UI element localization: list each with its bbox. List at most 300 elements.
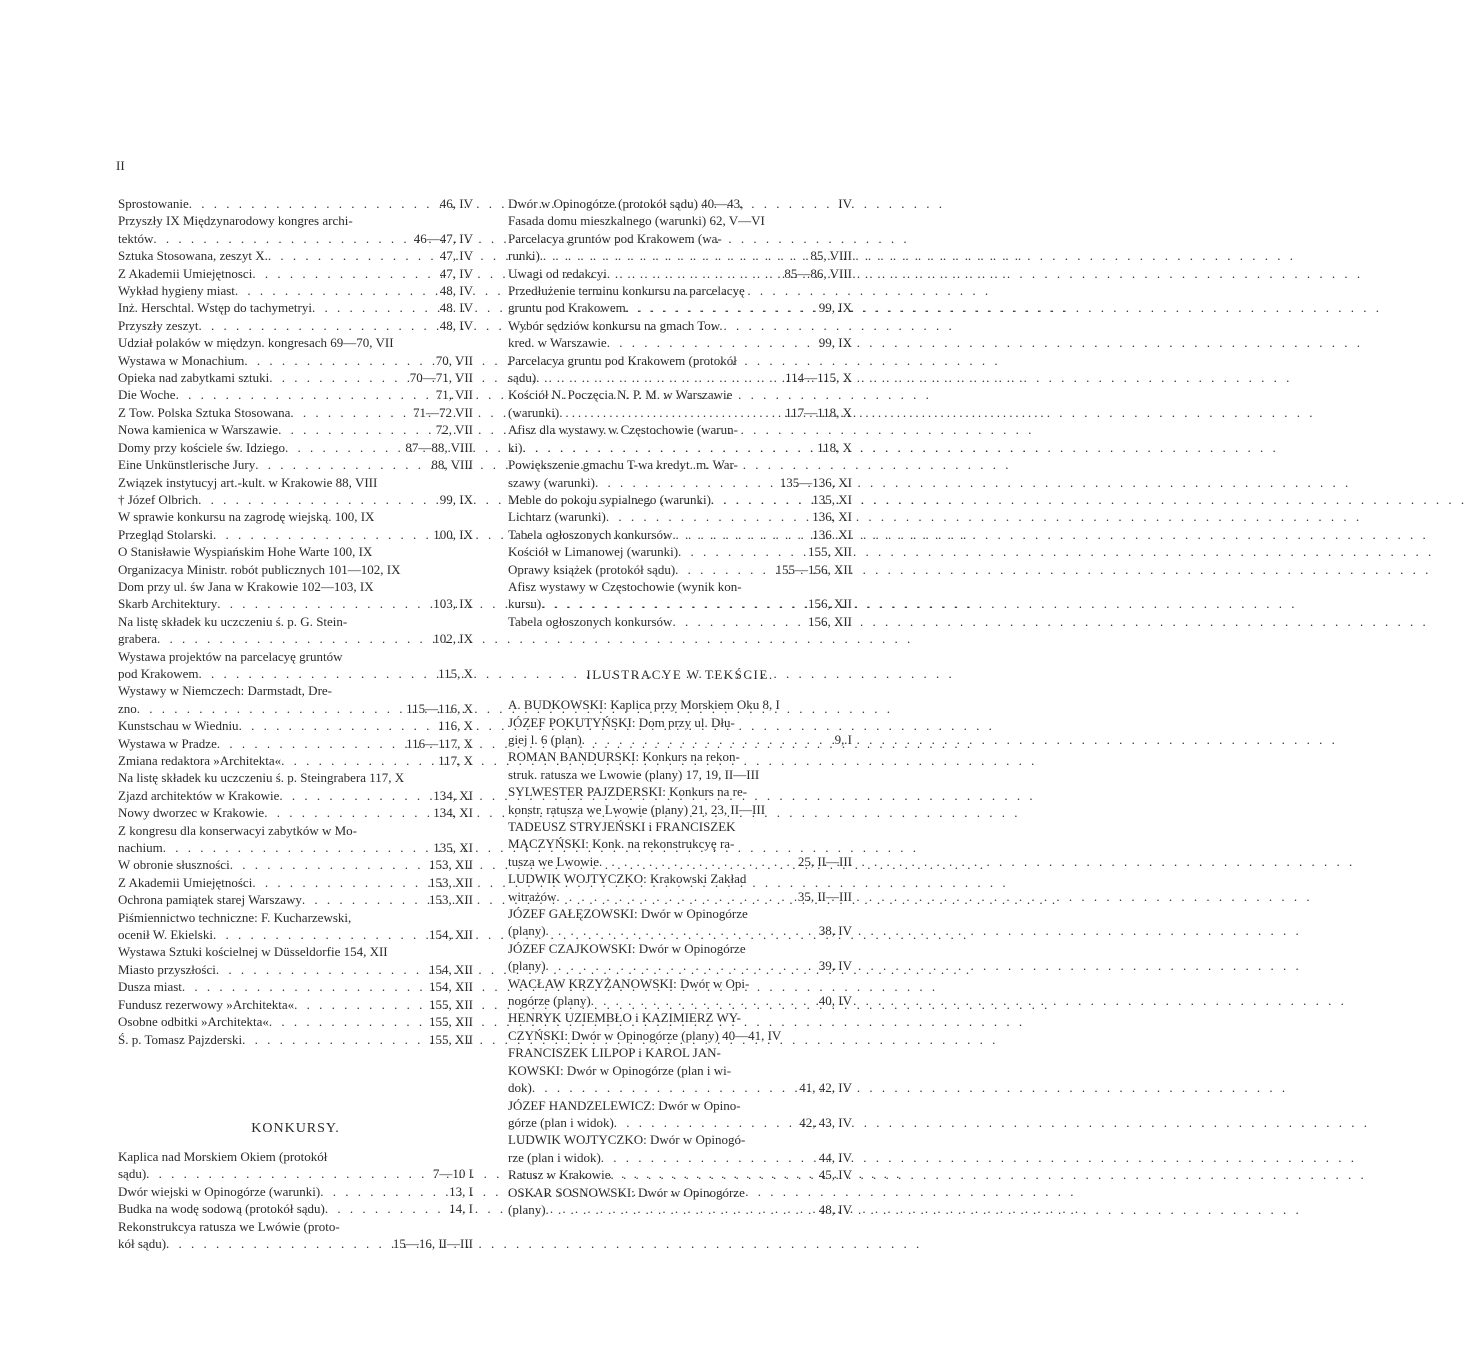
- dot-leader: [182, 978, 425, 995]
- entry-title: TADEUSZ STRYJEŃSKI i FRANCISZEK: [508, 819, 736, 834]
- entry-title: ocenił W. Ekielski: [118, 927, 213, 943]
- entry-page-ref: 48, IV: [439, 283, 473, 299]
- entry-page-ref: 118, X: [817, 439, 852, 455]
- entry-title: Uwagi od redakcyi: [508, 265, 607, 281]
- entry-page-ref: 115, X: [438, 665, 473, 681]
- index-entry: [118, 717, 473, 734]
- entry-title: zno: [118, 700, 137, 716]
- entry-page-ref: 136. XI: [812, 526, 852, 542]
- dot-leader: [278, 421, 432, 438]
- dot-leader: [146, 1165, 429, 1182]
- dot-leader: [546, 922, 815, 939]
- entry-title: Dusza miast: [118, 979, 182, 995]
- index-entry: [508, 922, 852, 939]
- dot-leader: [252, 265, 435, 282]
- index-entry: [508, 404, 852, 421]
- entry-page-ref: 48, IV: [818, 1201, 852, 1217]
- entry-title: Ś. p. Tomasz Pajzderski: [118, 1031, 243, 1047]
- entry-title: Dwór wiejski w Opinogórze (warunki): [118, 1183, 321, 1199]
- entry-title: Wykład hygieny miast: [118, 283, 235, 299]
- dot-leader: [541, 595, 804, 612]
- entry-title: Afisz dla wystawy w Częstochowie (warun-: [508, 422, 738, 438]
- dot-leader: [216, 961, 425, 978]
- index-entry: [118, 787, 473, 804]
- index-entry: [118, 1200, 473, 1217]
- entry-page-ref: 71, VII: [435, 387, 473, 403]
- dot-leader: [252, 874, 425, 891]
- dot-leader: [606, 508, 808, 525]
- index-entry: [508, 230, 852, 247]
- entry-title: Budka na wodę sodową (protokół sądu): [118, 1201, 325, 1217]
- entry-title: Powiększenie gmachu T-wa kredyt. m. War-: [508, 457, 738, 473]
- dot-leader: [166, 1235, 389, 1252]
- index-entry: [508, 818, 852, 835]
- entry-title: Kościół N. Poczęcia N. P. M. w Warszawie: [508, 387, 733, 403]
- index-entry: [118, 1013, 473, 1030]
- dot-leader: [599, 853, 794, 870]
- entry-title: szawy (warunki): [508, 474, 595, 490]
- index-entry: [118, 421, 473, 438]
- konkursy-list: [118, 1148, 473, 1252]
- entry-page-ref: 7—10 I: [432, 1166, 473, 1182]
- index-entry: [118, 752, 473, 769]
- entry-title: A. BUDKOWSKI: Kaplica przy Morskiem Oku 8, I: [508, 697, 780, 713]
- dot-leader: [244, 352, 431, 369]
- index-entry: [508, 1062, 852, 1079]
- entry-title: Miasto przyszłości: [118, 961, 216, 977]
- index-entry: [118, 1183, 473, 1200]
- dot-leader: [279, 787, 429, 804]
- entry-title: gruntu pod Krakowem: [508, 300, 626, 316]
- dot-leader: [611, 1166, 815, 1183]
- index-entry: [508, 195, 852, 212]
- index-entry: [118, 195, 473, 212]
- index-entry: [508, 1114, 852, 1131]
- page-number: II: [116, 158, 125, 173]
- index-entry: [118, 665, 473, 682]
- entry-title: MĄCZYŃSKI: Konk. na rekonstrukcyę ra-: [508, 836, 735, 852]
- entry-page-ref: 87—88, VIII: [405, 439, 473, 455]
- entry-title: LUDWIK WOJTYCZKO: Krakowski Zakład: [508, 871, 747, 887]
- entry-title: Parcelacya gruntu pod Krakowem (protokół: [508, 352, 737, 368]
- index-entry: [508, 992, 852, 1009]
- entry-title: Kaplica nad Morskiem Okiem (protokół: [118, 1148, 328, 1164]
- index-entry: [118, 265, 473, 282]
- entry-title: FRANCISZEK LILPOP i KAROL JAN-: [508, 1045, 721, 1061]
- entry-page-ref: 85, VIII: [810, 248, 852, 264]
- index-entry: [508, 212, 852, 229]
- entry-title: Wystawa w Pradze: [118, 735, 217, 751]
- entry-page-ref: 153, XII: [428, 892, 473, 908]
- entry-page-ref: 153, XII: [428, 874, 473, 890]
- index-entry: [508, 714, 852, 731]
- index-entry: [118, 909, 473, 926]
- index-entry: [508, 1009, 852, 1026]
- entry-page-ref: 102, IX: [433, 631, 473, 647]
- index-entry: [508, 334, 852, 351]
- entry-page-ref: 155, XII: [428, 996, 473, 1012]
- index-entry: [118, 317, 473, 334]
- entry-title: Dom przy ul. św Jana w Krakowie 102—103, IX: [118, 578, 374, 594]
- entry-title: HENRYK UZIEMBŁO i KAZIMIERZ WY-: [508, 1010, 742, 1026]
- index-entry: [118, 369, 473, 386]
- index-entry: [508, 1149, 852, 1166]
- index-entry: [508, 748, 852, 765]
- index-entry: [508, 888, 852, 905]
- entry-title: Inż. Herschtal. Wstęp do tachymetryi: [118, 300, 312, 316]
- entry-title: witrażów: [508, 888, 557, 904]
- entry-title: Z Tow. Polska Sztuka Stosowana: [118, 404, 291, 420]
- entry-page-ref: 155, XII: [428, 1031, 473, 1047]
- index-entry: [118, 978, 473, 995]
- entry-page-ref: 156, XII: [807, 613, 852, 629]
- entry-page-ref: 41, 42, IV: [799, 1080, 852, 1096]
- entry-title: Organizacya Ministr. robót publicznych 101—102, IX: [118, 561, 401, 577]
- dot-leader: [626, 299, 815, 316]
- entry-page-ref: 154, XII: [428, 979, 473, 995]
- index-entry: [508, 317, 852, 334]
- index-entry: [508, 421, 852, 438]
- dot-leader: [239, 717, 435, 734]
- entry-title: Z Akademii Umiejętnosci: [118, 265, 253, 281]
- index-entry: [508, 247, 852, 264]
- index-entry: [508, 595, 852, 612]
- entry-title: Die Woche: [118, 387, 176, 403]
- index-entry: [118, 822, 473, 839]
- entry-title: górze (plan i widok): [508, 1114, 614, 1130]
- entry-title: Wystawa Sztuki kościelnej w Düsseldorfie 154, XII: [118, 944, 388, 960]
- index-entry: [118, 299, 473, 316]
- entry-title: Zjazd architektów w Krakowie: [118, 787, 280, 803]
- entry-page-ref: 45, IV: [818, 1167, 852, 1183]
- index-entry: [118, 996, 473, 1013]
- entry-page-ref: 44, IV: [818, 1149, 852, 1165]
- entry-title: KOWSKI: Dwór w Opinogórze (plan i wi-: [508, 1062, 732, 1078]
- entry-title: Fundusz rezerwowy »Architekta«: [118, 996, 295, 1012]
- entry-page-ref: 116—117, X: [406, 735, 473, 751]
- entry-title: (plany): [508, 1201, 546, 1217]
- index-entry: [508, 1079, 852, 1096]
- entry-title: ROMAN BANDURSKI: Konkurs na rekon-: [508, 749, 740, 765]
- index-entry: [118, 352, 473, 369]
- entry-title: kół sądu): [118, 1235, 167, 1251]
- entry-title: Wystawy w Niemczech: Darmstadt, Dre-: [118, 683, 332, 699]
- entry-title: Meble do pokoju sypialnego (warunki): [508, 491, 711, 507]
- entry-title: Piśmiennictwo techniczne: F. Kucharzewski,: [118, 909, 352, 925]
- entry-title: Dwór w Opinogórze (protokół sądu) 40—43,: [508, 196, 744, 211]
- index-entry: [508, 940, 852, 957]
- entry-title: Opieka nad zabytkami sztuki: [118, 370, 270, 386]
- dot-leader: [678, 543, 804, 560]
- entry-title: konstr. ratusza we Lwowie (plany) 21, 23, II—III: [508, 801, 766, 817]
- entry-title: W sprawie konkursu na zagrodę wiejską. 100, IX: [118, 509, 375, 525]
- entry-title: Wystawa w Monachium: [118, 352, 245, 368]
- index-entry: [118, 874, 473, 891]
- index-entry: [118, 769, 473, 786]
- index-entry: [508, 386, 852, 403]
- entry-title: Na listę składek ku uczczeniu ś. p. G. Stein-: [118, 613, 348, 629]
- entry-page-ref: 154, XII: [428, 961, 473, 977]
- entry-title: Eine Unkünstlerische Jury: [118, 457, 256, 473]
- entry-title: Z Akademii Umiejętności: [118, 874, 253, 890]
- index-entry: [508, 1131, 852, 1148]
- index-entry: [118, 856, 473, 873]
- index-entry: [118, 282, 473, 299]
- entry-title: Przegląd Stolarski: [118, 526, 213, 542]
- dot-leader: [595, 474, 776, 491]
- index-entry: [508, 456, 852, 473]
- dot-leader: [189, 195, 436, 212]
- entry-title: (plany): [508, 923, 546, 939]
- index-entry: [118, 804, 473, 821]
- entry-title: Tabela ogłoszonych konkursów: [508, 613, 673, 629]
- index-entry: [118, 735, 473, 752]
- dot-leader: [614, 1114, 796, 1131]
- dot-leader: [137, 700, 402, 717]
- dot-leader: [269, 369, 405, 386]
- entry-page-ref: 70—71, VII: [409, 370, 473, 386]
- entry-title: Przedłużenie terminu konkursu na parcelacyę: [508, 283, 745, 299]
- dot-leader: [153, 230, 409, 247]
- entry-title: Na listę składek ku uczczeniu ś. p. Steingrabera 117, X: [118, 770, 405, 786]
- dot-leader: [281, 752, 434, 769]
- entry-page-ref: 100, IX: [433, 526, 473, 542]
- entry-title: pod Krakowem: [118, 665, 199, 681]
- index-entry: [118, 839, 473, 856]
- entry-title: LUDWIK WOJTYCZKO: Dwór w Opinogó-: [508, 1132, 746, 1148]
- index-entry: [508, 265, 852, 282]
- entry-title: Rekonstrukcya ratusza we Lwówie (proto-: [118, 1218, 340, 1234]
- dot-leader: [290, 404, 409, 421]
- index-entry: [118, 926, 473, 943]
- entry-page-ref: 9, I: [834, 731, 852, 747]
- index-entry: [118, 526, 473, 543]
- index-entry: [118, 561, 473, 578]
- index-entry: [118, 1235, 473, 1252]
- entry-title: giej l. 6 (plan): [508, 731, 582, 747]
- index-entry: [118, 230, 473, 247]
- entry-page-ref: 48, IV: [439, 317, 473, 333]
- index-entry: [508, 439, 852, 456]
- entry-page-ref: 39, IV: [818, 958, 852, 974]
- index-entry: [508, 853, 852, 870]
- entry-title: W obronie słuszności: [118, 857, 230, 873]
- dot-leader: [242, 1031, 425, 1048]
- entry-page-ref: 135—136, XI: [779, 474, 852, 490]
- entry-title: Nowy dworzec w Krakowie: [118, 805, 265, 821]
- dot-leader: [540, 247, 807, 264]
- entry-title: kursu): [508, 596, 542, 612]
- entry-page-ref: 72, VII: [435, 422, 473, 438]
- dot-leader: [556, 888, 793, 905]
- entry-page-ref: 135, XI: [812, 491, 852, 507]
- index-entry: [508, 1027, 852, 1044]
- entry-title: Fasada domu mieszkalnego (warunki) 62, V—VI: [508, 213, 765, 229]
- entry-title: JÓZEF GAŁĘZOWSKI: Dwór w Opinogórze: [508, 906, 748, 922]
- entry-page-ref: 103, IX: [433, 596, 473, 612]
- dot-leader: [217, 735, 402, 752]
- entry-title: Domy przy kościele św. Idziego: [118, 439, 286, 455]
- entry-title: Udział polaków w międzyn. kongresach 69—70, VII: [118, 335, 394, 351]
- index-entry: [508, 578, 852, 595]
- dot-leader: [264, 804, 429, 821]
- entry-page-ref: 13, I: [449, 1183, 473, 1199]
- index-entry: [508, 1166, 852, 1183]
- dot-leader: [235, 282, 436, 299]
- dot-leader: [536, 369, 781, 386]
- index-entry: [508, 835, 852, 852]
- index-entry: [118, 491, 473, 508]
- entry-title: (warunki): [508, 404, 560, 420]
- entry-title: Parcelacya gruntów pod Krakowem (wa-: [508, 230, 722, 246]
- entry-title: dok): [508, 1080, 532, 1096]
- dot-leader: [302, 891, 425, 908]
- entry-title: Tabela ogłoszonych konkursów: [508, 526, 673, 542]
- index-entry: [118, 1165, 473, 1182]
- index-entry: [118, 630, 473, 647]
- index-entry: [508, 731, 852, 748]
- dot-leader: [163, 839, 430, 856]
- entry-title: rze (plan i widok): [508, 1149, 601, 1165]
- index-entry: [508, 1201, 852, 1218]
- entry-title: nogórze (plany): [508, 993, 591, 1009]
- entry-title: Oprawy książek (protokół sądu): [508, 561, 676, 577]
- entry-page-ref: 46—47, IV: [413, 230, 473, 246]
- entry-title: JÓZEF HANDZELEWICZ: Dwór w Opino-: [508, 1097, 741, 1113]
- entry-page-ref: 25, II—III: [797, 853, 852, 869]
- entry-page-ref: 85—86, VIII: [784, 265, 852, 281]
- entry-page-ref: 134, XI: [433, 805, 473, 821]
- index-entry: [508, 526, 852, 543]
- index-entry: [508, 352, 852, 369]
- entry-title: struk. ratusza we Lwowie (plany) 17, 19, II—III: [508, 766, 760, 782]
- index-entry: [118, 543, 473, 560]
- konkursy-heading: KONKURSY.: [251, 1120, 340, 1136]
- entry-title: Wystawa projektów na parcelacyę gruntów: [118, 648, 343, 664]
- dot-leader: [672, 526, 808, 543]
- entry-title: Z kongresu dla konserwacyi zabytków w Mo-: [118, 822, 357, 838]
- entry-title: Kościół w Limanowej (warunki): [508, 544, 679, 560]
- entry-title: Związek instytucyj art.-kult. w Krakowie 88, VIII: [118, 474, 378, 490]
- index-entry: [118, 474, 473, 491]
- dot-leader: [601, 1149, 815, 1166]
- index-entry: [508, 1044, 852, 1061]
- index-entry: [508, 369, 852, 386]
- dot-leader: [591, 992, 815, 1009]
- entry-page-ref: 71—72 VII: [412, 404, 473, 420]
- dot-leader: [285, 439, 401, 456]
- index-entry: [508, 975, 852, 992]
- entry-title: ki): [508, 439, 523, 455]
- entry-page-ref: 154, XII: [428, 927, 473, 943]
- entry-page-ref: 155, XII: [807, 544, 852, 560]
- dot-leader: [546, 957, 815, 974]
- right-column: [508, 195, 852, 1218]
- dot-leader: [199, 665, 435, 682]
- dot-leader: [522, 439, 813, 456]
- index-entry: [118, 613, 473, 630]
- left-column: [118, 195, 473, 1252]
- entry-page-ref: 155—156, XII: [775, 561, 852, 577]
- index-entry: [508, 299, 852, 316]
- entry-title: Ratusz w Krakowie: [508, 1167, 611, 1183]
- index-entry: [118, 1218, 473, 1235]
- entry-page-ref: 14, I: [449, 1201, 473, 1217]
- index-entry: [508, 1097, 852, 1114]
- entry-page-ref: 46, IV: [439, 196, 473, 211]
- index-entry: [118, 247, 473, 264]
- entry-title: grabera: [118, 631, 157, 647]
- entry-title: Przyszły zeszyt: [118, 317, 199, 333]
- entry-title: tusza we Lwowie: [508, 853, 599, 869]
- index-entry: [118, 700, 473, 717]
- dot-leader: [711, 491, 808, 508]
- entry-page-ref: 155, XII: [428, 1014, 473, 1030]
- entry-page-ref: 99, IX: [818, 335, 852, 351]
- entry-page-ref: 40, IV: [818, 993, 852, 1009]
- index-entry: [118, 404, 473, 421]
- dot-leader: [198, 491, 436, 508]
- index-entry: [508, 474, 852, 491]
- entry-title: tektów: [118, 230, 154, 246]
- index-entry: [118, 508, 473, 525]
- entry-page-ref: 70, VII: [435, 352, 473, 368]
- index-entry: [118, 334, 473, 351]
- dot-leader: [320, 1183, 445, 1200]
- ilustracye-heading: ILUSTRACYE W TEKŚCIE.: [586, 667, 774, 683]
- entry-title: SYLWESTER PAJZDERSKI: Konkurs na re-: [508, 784, 748, 800]
- dot-leader: [217, 595, 429, 612]
- entry-title: Sztuka Stosowana, zeszyt X.: [118, 248, 268, 264]
- dot-leader: [157, 630, 429, 647]
- entry-title: Kunstschau w Wiedniu: [118, 718, 239, 734]
- index-entry: [118, 386, 473, 403]
- entry-title: CZYŃSKI: Dwór w Opinogórze (plany) 40—41, IV: [508, 1027, 782, 1043]
- entry-title: sądu): [508, 370, 537, 386]
- index-entry: [118, 439, 473, 456]
- entry-title: runki): [508, 248, 540, 264]
- entry-page-ref: 88, VIII: [431, 457, 473, 473]
- index-entry: [118, 212, 473, 229]
- index-entry: [508, 696, 852, 713]
- index-entry: [508, 1184, 852, 1201]
- index-entry: [508, 957, 852, 974]
- entry-title: Skarb Architektury: [118, 596, 218, 612]
- index-entry: [508, 491, 852, 508]
- entry-page-ref: 116, X: [438, 718, 473, 734]
- entry-page-ref: 153, XII: [428, 857, 473, 873]
- index-entry: [118, 682, 473, 699]
- entry-title: O Stanisławie Wyspiańskim Hohe Warte 100, IX: [118, 544, 373, 560]
- dot-leader: [559, 404, 781, 421]
- index-entry: [118, 961, 473, 978]
- entry-title: nachium: [118, 840, 163, 856]
- index-entry: [508, 905, 852, 922]
- index-entry: [118, 1148, 473, 1165]
- entry-title: Nowa kamienica w Warszawie: [118, 422, 279, 438]
- dot-leader: [325, 1200, 445, 1217]
- entry-title: Afisz wystawy w Częstochowie (wynik kon-: [508, 578, 742, 594]
- entry-page-ref: 99, IX: [818, 300, 852, 316]
- right-index-list: [508, 195, 852, 630]
- ilustracye-list: [508, 696, 852, 1218]
- dot-leader: [294, 996, 425, 1013]
- index-entry: [508, 561, 852, 578]
- dot-leader: [269, 1013, 425, 1030]
- entry-title: † Józef Olbrich: [118, 491, 199, 507]
- entry-page-ref: 117, X: [438, 753, 473, 768]
- index-entry: [508, 783, 852, 800]
